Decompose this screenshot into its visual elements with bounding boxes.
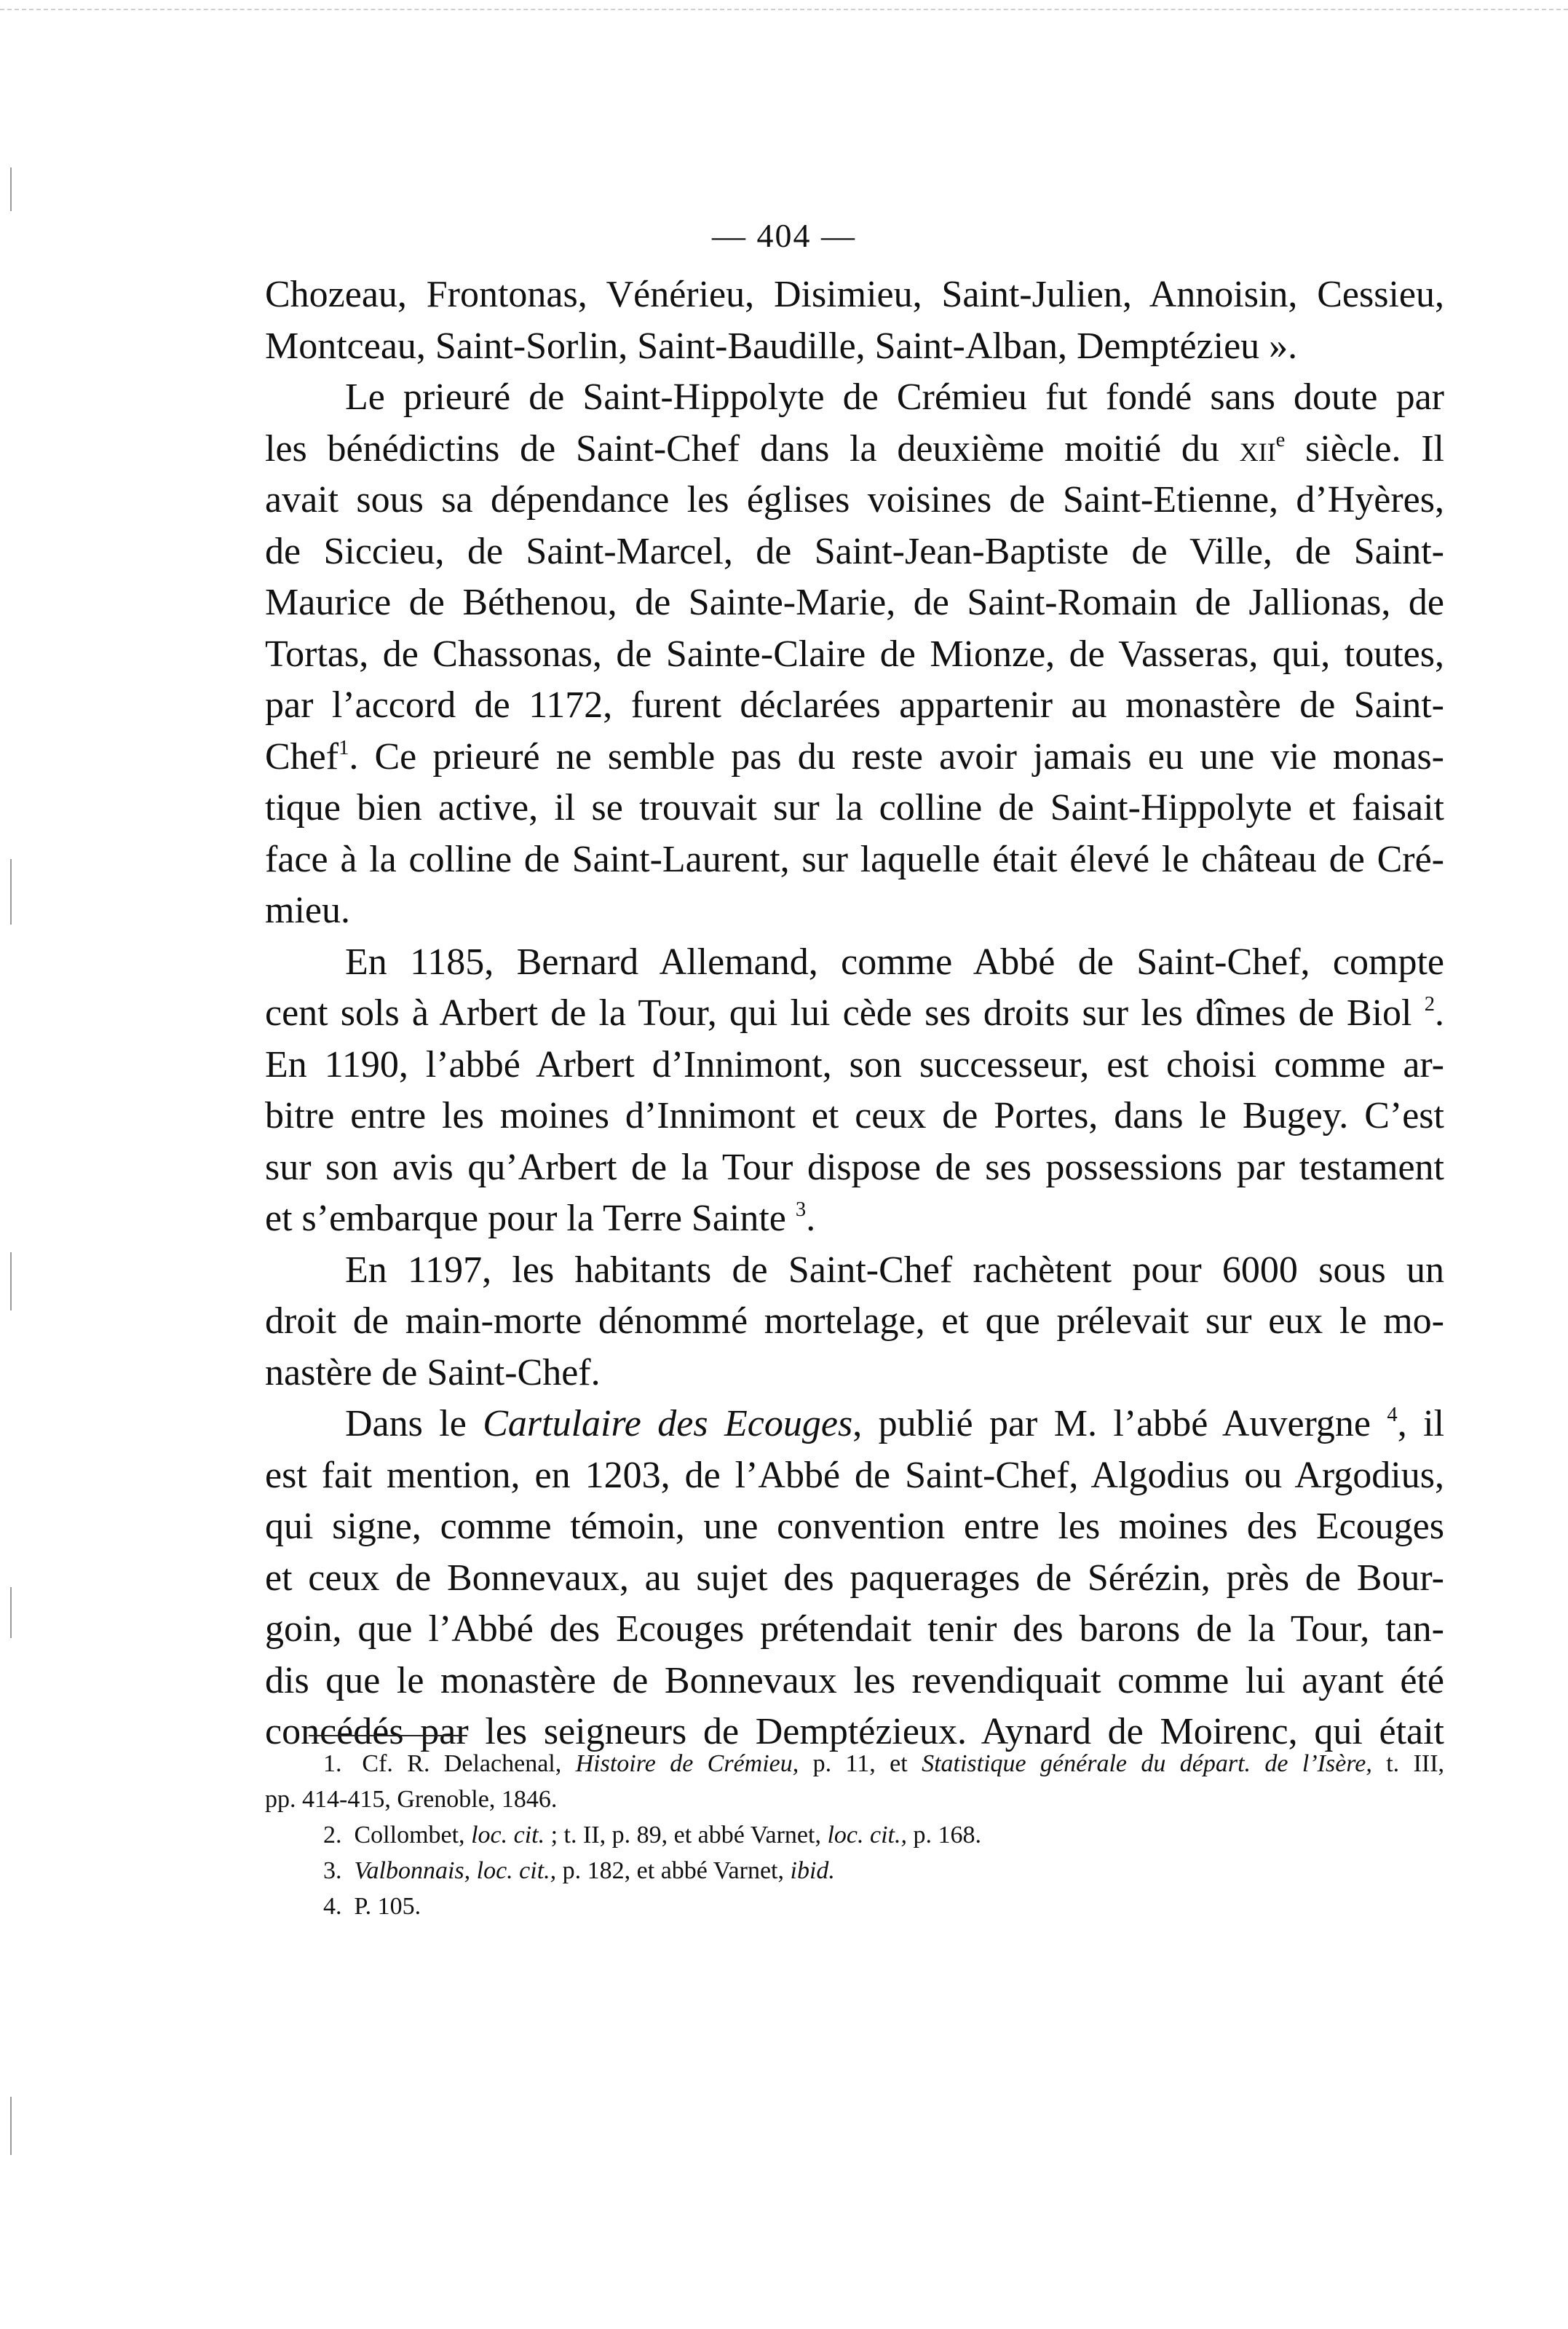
- text-line: droit de main-morte dénommé mortelage, et que prélevait sur eux le mo-: [265, 1300, 1444, 1342]
- text-line: nastère de Saint-Chef.: [265, 1351, 601, 1393]
- superscript: e: [1275, 428, 1286, 451]
- footnote-ref: 2: [1424, 992, 1435, 1016]
- text-line: concédés par les seigneurs de Demptézieux. Aynard de Moirenc, qui était: [265, 1711, 1444, 1752]
- footnote-ref: 1: [338, 736, 349, 759]
- scan-top-edge: [0, 0, 1568, 10]
- text-line: tique bien active, il se trouvait sur la colline de Saint-Hippolyte et faisait: [265, 787, 1444, 829]
- text-line: En 1185, Bernard Allemand, comme Abbé de Saint-Chef, compte: [345, 941, 1444, 983]
- text-line: Chef$^1$. Ce prieuré ne semble pas du reste avoir jamais eu une vie monas-: [265, 735, 1444, 778]
- century-numeral: xii: [1239, 427, 1276, 470]
- text-line: goin, que l’Abbé des Ecouges prétendait tenir des barons de la Tour, tan-: [265, 1608, 1444, 1650]
- text-line: dis que le monastère de Bonnevaux les revendiquait comme lui ayant été: [265, 1659, 1444, 1701]
- scan-margin-mark: [10, 2097, 12, 2155]
- footnote-ref: 3: [795, 1198, 807, 1221]
- page-number: — 404 —: [712, 217, 856, 254]
- italic-title: Cartulaire des Ecouges: [483, 1403, 853, 1444]
- text-line: En 1197, les habitants de Saint-Chef rachètent pour 6000 sous un: [345, 1249, 1444, 1291]
- text-line: Chozeau, Frontonas, Vénérieu, Disimieu, Saint-Julien, Annoisin, Cessieu,: [265, 274, 1444, 315]
- text-line: les bénédictins de Saint-Chef dans la deuxième moitié du xii$^e$ siècle. Il: [265, 427, 1445, 470]
- footnote-separator: [309, 1735, 467, 1736]
- footnote-2: 2. Collombet, loc. cit. ; t. II, p. 89, et abbé Varnet, loc. cit., p. 168.: [323, 1822, 982, 1848]
- text-line: qui signe, comme témoin, une convention entre les moines des Ecouges: [265, 1506, 1444, 1547]
- text-line: bitre entre les moines d’Innimont et ceux de Portes, dans le Bugey. C’est: [265, 1095, 1444, 1136]
- footnote-4: 4. P. 105.: [323, 1893, 421, 1920]
- text-line: et s’embarque pour la Terre Sainte $^3$.: [265, 1198, 816, 1239]
- text-line: par l’accord de 1172, furent déclarées appartenir au monastère de Saint-: [265, 684, 1444, 726]
- paragraph-4: [265, 1245, 1444, 1399]
- text-line: En 1190, l’abbé Arbert d’Innimont, son successeur, est choisi comme ar-: [265, 1043, 1444, 1086]
- paragraph-2: [265, 372, 1444, 937]
- footnote-3: 3. Valbonnais, loc. cit., p. 182, et abbé Varnet, ibid.: [323, 1857, 835, 1884]
- scan-margin-mark: [10, 1252, 12, 1310]
- paragraph-3: [265, 937, 1444, 1245]
- text-line: Dans le Cartulaire des Ecouges, publié par M. l’abbé Auvergne $^4$, il: [345, 1403, 1445, 1444]
- text-line: de Siccieu, de Saint-Marcel, de Saint-Jean-Baptiste de Ville, de Saint-: [265, 530, 1444, 572]
- text-line: Montceau, Saint-Sorlin, Saint-Baudille, Saint-Alban, Demptézieu ».: [265, 325, 1298, 367]
- text-line: et ceux de Bonnevaux, au sujet des paquerages de Sérézin, près de Bour-: [265, 1557, 1444, 1599]
- text-line: Maurice de Béthenou, de Sainte-Marie, de Saint-Romain de Jallionas, de: [265, 582, 1444, 623]
- text-line: avait sous sa dépendance les églises voisines de Saint-Etienne, d’Hyères,: [265, 479, 1444, 521]
- footnote-ref: 4: [1387, 1403, 1398, 1426]
- text-line: mieu.: [265, 890, 350, 931]
- body-text: [265, 269, 1444, 1758]
- text-line: face à la colline de Saint-Laurent, sur laquelle était élevé le château de Cré-: [265, 838, 1444, 880]
- footnotes: [265, 1746, 1444, 1924]
- text-line: sur son avis qu’Arbert de la Tour dispose de ses possessions par testament: [265, 1146, 1444, 1188]
- text-line: Tortas, de Chassonas, de Sainte-Claire de Mionze, de Vasseras, qui, toutes,: [265, 633, 1444, 675]
- scan-margin-mark: [10, 1587, 12, 1638]
- footnote-1: 1. Cf. R. Delachenal, Histoire de Crémieu, p. 11, et Statistique générale du départ. de l’Isère, t. III,: [323, 1750, 1445, 1777]
- text-line: est fait mention, en 1203, de l’Abbé de Saint-Chef, Algodius ou Argodius,: [265, 1454, 1444, 1496]
- text-line: Le prieuré de Saint-Hippolyte de Crémieu fut fondé sans doute par: [345, 376, 1444, 418]
- paragraph-5: [265, 1399, 1444, 1758]
- scan-margin-mark: [10, 859, 12, 925]
- footnote-1-continued: pp. 414-415, Grenoble, 1846.: [265, 1786, 558, 1813]
- paragraph-1: [265, 269, 1444, 372]
- scan-margin-mark: [10, 167, 12, 211]
- text-line: cent sols à Arbert de la Tour, qui lui cède ses droits sur les dîmes de Biol $^2$.: [265, 992, 1444, 1034]
